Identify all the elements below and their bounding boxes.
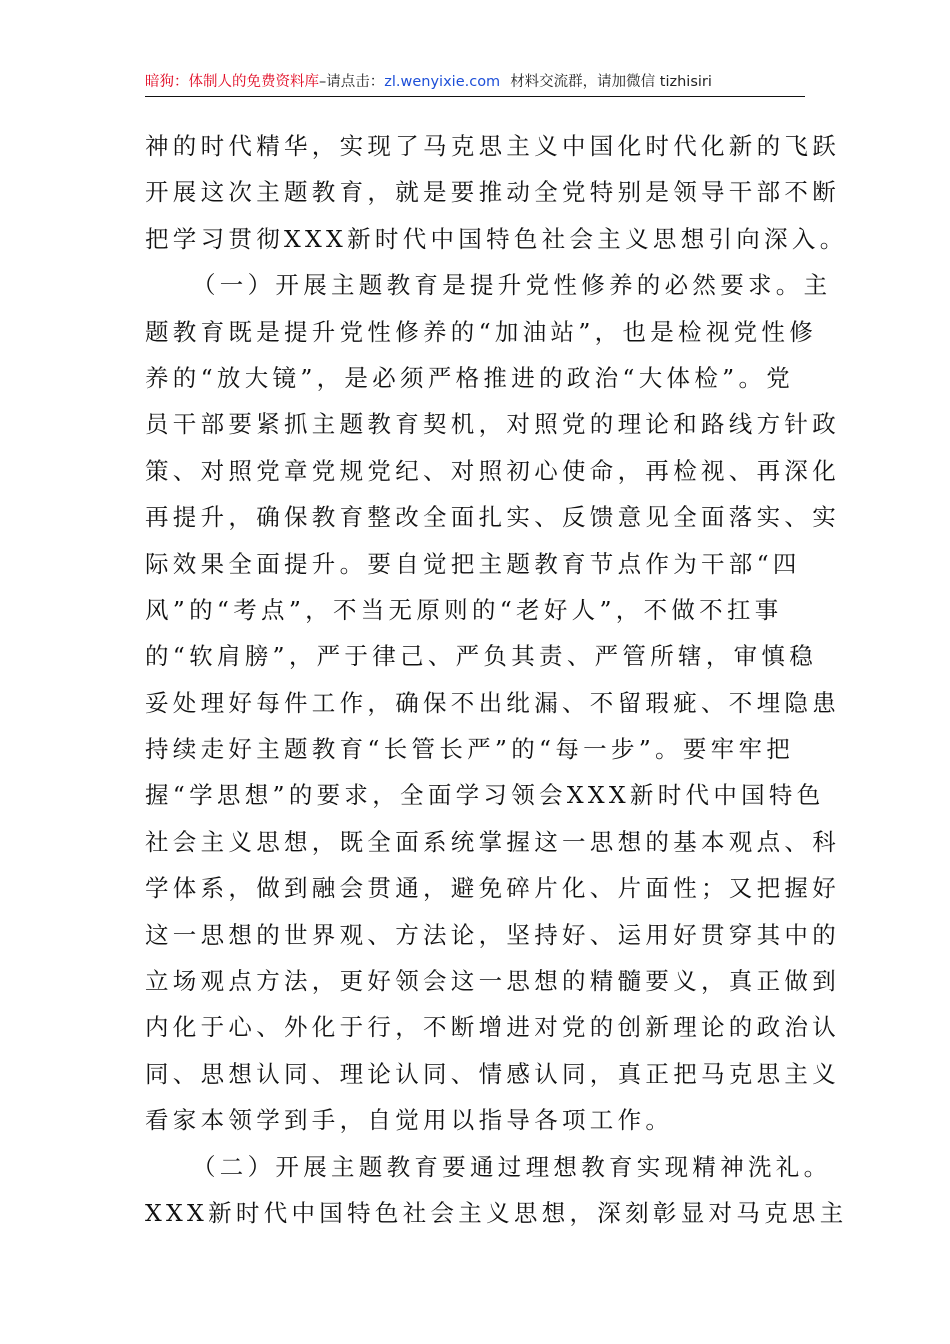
section-heading-line: （一）开展主题教育是提升党性修养的必然要求。主 [192, 271, 832, 300]
text-line: 持续走好主题教育“长管长严”的“每一步”。要牢牢把 [145, 735, 795, 764]
header-url-link[interactable]: zl.wenyixie.com [384, 74, 501, 90]
text-line: 社会主义思想，既全面系统掌握这一思想的基本观点、科 [145, 827, 840, 856]
text-line: 开展这次主题教育，就是要推动全党特别是领导干部不断 [145, 178, 840, 207]
text-line: 员干部要紧抓主题教育契机，对照党的理论和路线方针政 [145, 410, 840, 439]
document-body [145, 123, 848, 1236]
text-line: 内化于心、外化于行，不断增进对党的创新理论的政治认 [145, 1013, 840, 1042]
text-line: 握“学思想”的要求，全面学习领会XXX新时代中国特色 [145, 781, 825, 810]
header-group-note: 材料交流群，请加微信 tizhisiri [510, 74, 712, 90]
text-line: 策、对照党章党规党纪、对照初心使命，再检视、再深化 [145, 456, 840, 485]
text-line: 再提升，确保教育整改全面扎实、反馈意见全面落实、实 [145, 503, 840, 532]
text-line: 学体系，做到融会贯通，避免碎片化、片面性；又把握好 [145, 874, 840, 903]
section-heading-line: （二）开展主题教育要通过理想教育实现精神洗礼。 [192, 1152, 832, 1181]
text-line: 看家本领学到手，自觉用以指导各项工作。 [145, 1106, 674, 1135]
header-site-name: 暗狗：体制人的免费资料库 [145, 74, 319, 90]
text-line: 题教育既是提升党性修养的“加油站”，也是检视党性修 [145, 317, 818, 346]
text-line: 立场观点方法，更好领会这一思想的精髓要义，真正做到 [145, 967, 840, 996]
text-line: 这一思想的世界观、方法论，坚持好、运用好贯穿其中的 [145, 920, 840, 949]
text-line: 际效果全面提升。要自觉把主题教育节点作为干部“四 [145, 549, 801, 578]
text-line: 妥处理好每件工作，确保不出纰漏、不留瑕疵、不埋隐患 [145, 688, 840, 717]
text-line: XXX新时代中国特色社会主义思想，深刻彰显对马克思主 [145, 1198, 848, 1227]
text-line: 的“软肩膀”，严于律己、严负其责、严管所辖，审慎稳 [145, 642, 818, 671]
text-line: 风”的“考点”，不当无原则的“老好人”，不做不扛事 [145, 595, 783, 624]
text-line: 把学习贯彻XXX新时代中国特色社会主义思想引向深入。 [145, 224, 848, 253]
text-line: 同、思想认同、理论认同、情感认同，真正把马克思主义 [145, 1059, 840, 1088]
header-divider [145, 96, 805, 97]
text-line: 养的“放大镜”，是必须严格推进的政治“大体检”。党 [145, 363, 795, 392]
page-header [145, 70, 805, 94]
text-line: 神的时代精华，实现了马克思主义中国化时代化新的飞跃 [145, 132, 840, 160]
header-click-prompt: –请点击： [319, 74, 385, 90]
